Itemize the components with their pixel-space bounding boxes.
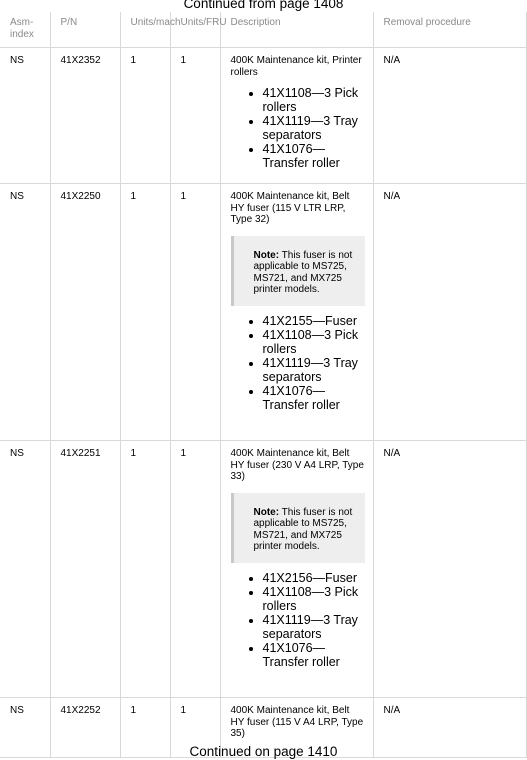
description-text: 400K Maintenance kit, Belt HY fuser (115 V A4 LRP, Type 35): [230, 705, 364, 739]
description-text: 400K Maintenance kit, Belt HY fuser (115 V LTR LRP, Type 32): [230, 191, 350, 225]
units-fru-cell: 1: [170, 184, 220, 441]
table-row: [0, 184, 526, 441]
removal-procedure-cell: N/A: [373, 48, 526, 184]
pn-cell: 41X2251: [50, 441, 120, 698]
note-box: [231, 236, 365, 306]
list-item: • 41X1119—3 Tray separators: [263, 114, 365, 142]
header-removal-procedure: Removal procedure: [373, 12, 526, 48]
units-mach-cell: 1: [120, 441, 170, 698]
removal-procedure-cell: N/A: [373, 698, 526, 758]
header-pn: P/N: [50, 12, 120, 48]
list-item: • 41X1076—Transfer roller: [263, 641, 365, 669]
list-item: • 41X2155—Fuser: [263, 314, 365, 328]
asm-index-cell: NS: [0, 698, 50, 758]
units-mach-cell: 1: [120, 48, 170, 184]
removal-procedure-cell: N/A: [373, 441, 526, 698]
parts-list: [231, 571, 365, 669]
list-item: • 41X1108—3 Pick rollers: [263, 585, 365, 613]
description-cell: [220, 441, 373, 698]
header-units-fru: Units/FRU: [170, 12, 220, 48]
parts-list: [231, 314, 365, 412]
header-description: Description: [220, 12, 373, 48]
description-text: 400K Maintenance kit, Belt HY fuser (230 V A4 LRP, Type 33): [230, 448, 364, 482]
units-fru-cell: 1: [170, 698, 220, 758]
units-mach-cell: 1: [120, 184, 170, 441]
list-item: • 41X1119—3 Tray separators: [263, 613, 365, 641]
parts-table: [0, 12, 527, 758]
header-units-mach: Units/mach: [120, 12, 170, 48]
list-item: • 41X2156—Fuser: [263, 571, 365, 585]
units-mach-cell: 1: [120, 698, 170, 758]
list-item: • 41X1076—Transfer roller: [263, 142, 365, 170]
note-label: Note:: [253, 249, 280, 261]
note-label: Note:: [253, 506, 280, 518]
continued-on-label: Continued on page 1410: [189, 744, 338, 759]
table-header-row: [0, 12, 526, 48]
list-item: • 41X1108—3 Pick rollers: [263, 86, 365, 114]
list-item: • 41X1076—Transfer roller: [263, 384, 365, 412]
note-box: [231, 493, 365, 563]
table-row: [0, 48, 526, 184]
asm-index-cell: NS: [0, 48, 50, 184]
description-cell: [220, 184, 373, 441]
parts-list: [231, 86, 365, 170]
note-text: This fuser is not applicable to MS725, MS721, and MX725 printer models.: [253, 249, 353, 295]
removal-procedure-cell: N/A: [373, 184, 526, 441]
pn-cell: 41X2250: [50, 184, 120, 441]
asm-index-cell: NS: [0, 441, 50, 698]
pn-cell: 41X2352: [50, 48, 120, 184]
note-text: This fuser is not applicable to MS725, MS721, and MX725 printer models.: [253, 506, 353, 552]
pn-cell: 41X2252: [50, 698, 120, 758]
description-cell: [220, 48, 373, 184]
list-item: • 41X1119—3 Tray separators: [263, 356, 365, 384]
header-asm-index: Asm-index: [0, 12, 50, 48]
list-item: • 41X1108—3 Pick rollers: [263, 328, 365, 356]
continued-from-label: Continued from page 1408: [183, 0, 344, 11]
table-row: [0, 441, 526, 698]
units-fru-cell: 1: [170, 48, 220, 184]
asm-index-cell: NS: [0, 184, 50, 441]
units-fru-cell: 1: [170, 441, 220, 698]
description-text: 400K Maintenance kit, Printer rollers: [230, 55, 362, 78]
